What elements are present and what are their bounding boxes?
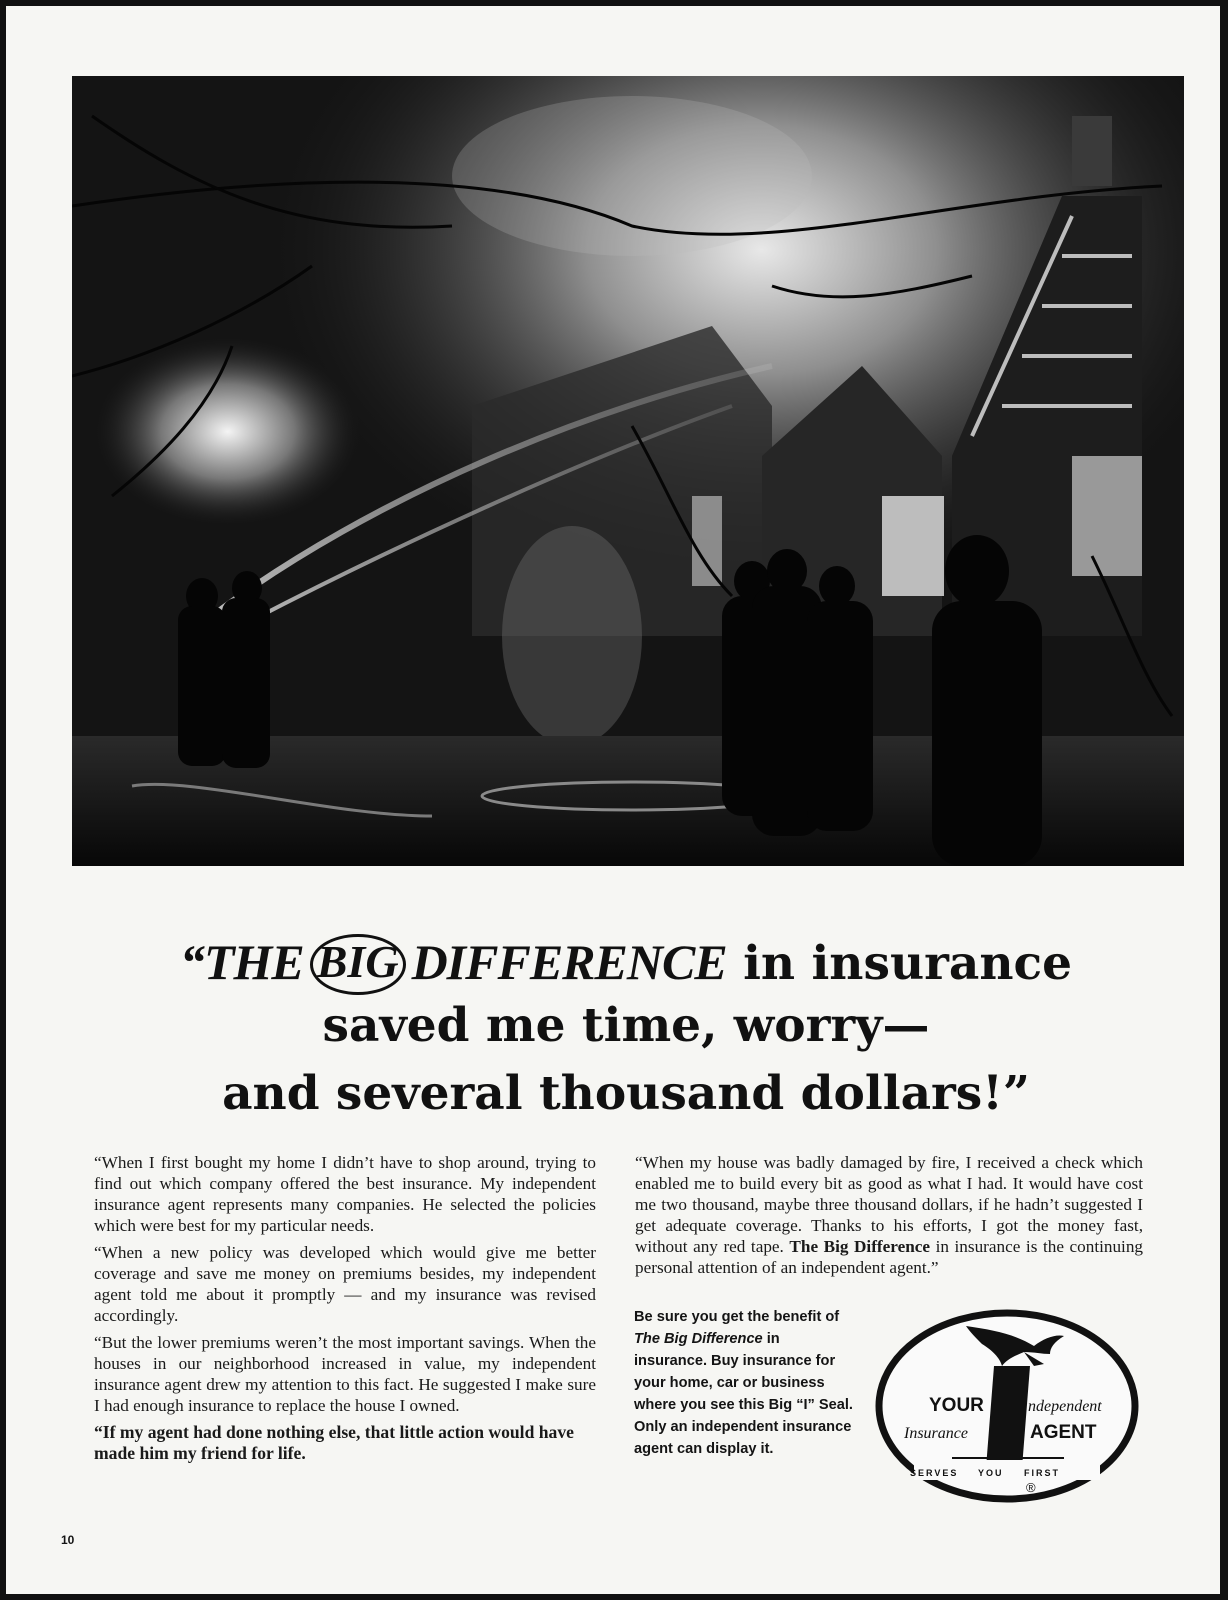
testimonial-paragraph: “When I first bought my home I didn’t have to shop around, trying to find out which company offered the best insurance. My independent insurance agent represents many companies. He selected the policies which were best for my particular needs.: [94, 1153, 596, 1235]
headline-line-2: saved me time, worry—: [322, 998, 930, 1053]
seal-independent: ndependent: [1028, 1398, 1102, 1415]
testimonial-right-column: [635, 1152, 1143, 1284]
cta-text: Be sure you get the benefit of: [634, 1309, 840, 1325]
headline-open-quote: “: [179, 934, 204, 990]
testimonial-paragraph: “But the lower premiums weren’t the most important savings. When the houses in our neighborhood increased in value, my independent insurance agent drew my attention to this fact. He suggested I make sure I had enough insurance to replace the house I owned.: [94, 1333, 596, 1415]
seal-you: YOU: [978, 1468, 1004, 1478]
testimonial-left-column: [94, 1152, 596, 1470]
headline-rest: in insurance: [743, 936, 1073, 991]
independent-agent-seal: [874, 1308, 1140, 1504]
seal-first: FIRST: [1024, 1468, 1060, 1478]
house-fire-photo: [72, 76, 1184, 866]
cta-emphasis: The Big Difference: [634, 1331, 763, 1347]
testimonial-text: “When my house was badly damaged by fire, I received a check which enabled me to build every bit as good as what I had. It would have cost me two thousand, maybe three thousand dollars, if he hadn’t suggested I get adequate coverage. Thanks to his efforts, I got the money fast, without any red tape.: [635, 1153, 1143, 1256]
seal-insurance: Insurance: [904, 1425, 968, 1442]
cta-text: in insurance. Buy insurance for your home, car or business where you see this Big “I” Seal. Only an independent insurance agent can display it.: [634, 1331, 853, 1457]
page-number: 10: [61, 1533, 75, 1547]
registered-mark: ®: [1026, 1480, 1036, 1495]
seal-logo: [874, 1308, 1140, 1504]
testimonial-text: in insurance is the continuing personal attention of an independent agent.”: [635, 1237, 1144, 1277]
headline-difference: DIFFERENCE: [411, 934, 727, 990]
seal-serves: SERVES: [910, 1468, 959, 1478]
testimonial-paragraph: “When a new policy was developed which would give me better coverage and save me money on premiums besides, my independent agent told me about it promptly — and my insurance was revised accordingly.: [94, 1243, 596, 1325]
advertisement-page: [6, 6, 1220, 1594]
big-difference-emphasis: The Big Difference: [789, 1237, 931, 1256]
headline-line-1: [66, 934, 1186, 995]
seal-your: YOUR: [929, 1395, 984, 1416]
seal-agent: AGENT: [1030, 1422, 1097, 1443]
big-oval-badge: BIG: [310, 934, 406, 995]
headline-line-3: and several thousand dollars!”: [222, 1066, 1030, 1121]
testimonial-closing-bold: “If my agent had done nothing else, that little action would have made him my friend for life.: [94, 1422, 574, 1463]
call-to-action: [634, 1306, 854, 1460]
house-fire-illustration: [72, 76, 1184, 866]
headline-the: THE: [203, 934, 304, 990]
testimonial-paragraph: [635, 1152, 1143, 1278]
